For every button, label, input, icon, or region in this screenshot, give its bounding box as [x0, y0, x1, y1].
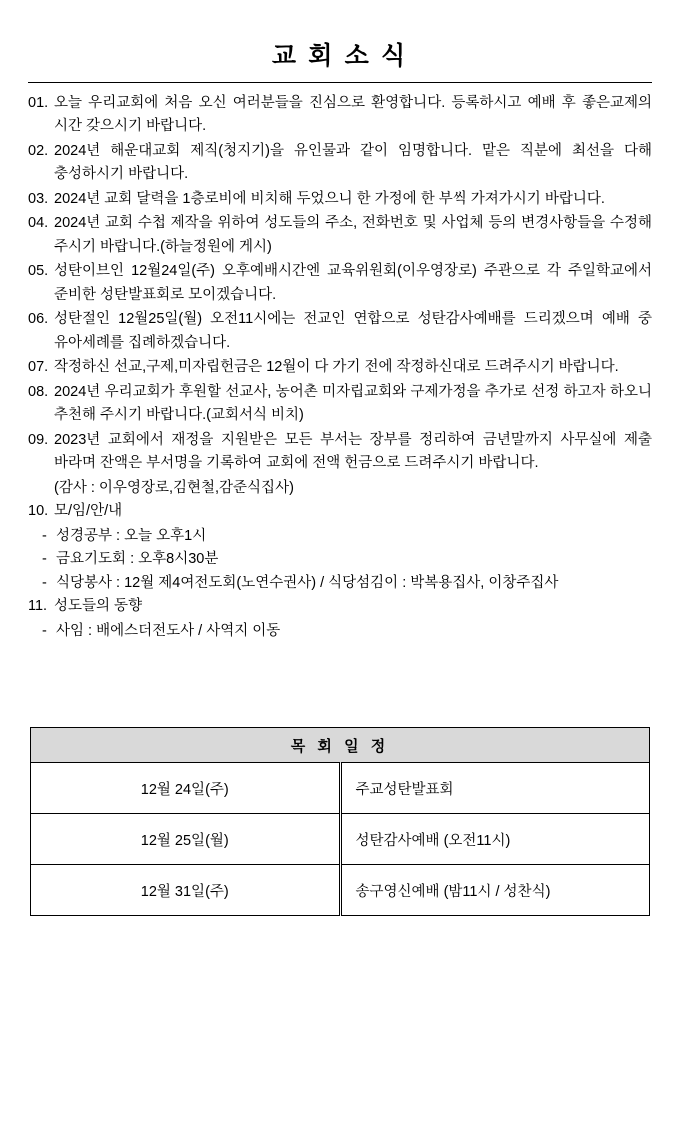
list-item-text: 2024년 교회 수첩 제작을 위하여 성도들의 주소, 전화번호 및 사업체 등의 변경사항들을 수정해 주시기 바랍니다.(하늘정원에 게시)	[54, 215, 652, 255]
section-spacer	[28, 643, 652, 727]
dash-icon: -	[42, 574, 47, 591]
list-item-text: 모/임/안/내	[54, 503, 123, 520]
list-item-number: 03.	[28, 190, 49, 207]
list-item-number: 11.	[28, 598, 48, 615]
list-item	[28, 595, 652, 618]
pastoral-schedule-table	[30, 727, 650, 916]
list-item-text: 오늘 우리교회에 처음 오신 여러분들을 진심으로 환영합니다. 등록하시고 예배 후 좋은교제의 시간 갖으시기 바랍니다.	[54, 95, 652, 135]
list-item-number: 07.	[28, 359, 49, 376]
sub-list-item-text: 금요기도회 : 오후8시30분	[56, 551, 219, 568]
sub-list-item	[42, 548, 652, 571]
list-item-text: 작정하신 선교,구제,미자립헌금은 12월이 다 가기 전에 작정하신대로 드려주시기 바랍니다.	[54, 359, 619, 376]
sub-list-item-text: 성경공부 : 오늘 오후1시	[56, 527, 207, 544]
table-row	[31, 865, 650, 916]
list-item	[28, 92, 652, 139]
list-item-number: 01.	[28, 95, 49, 111]
list-item-number: 09.	[28, 431, 49, 448]
list-item	[28, 308, 652, 355]
sub-list-item-text: 식당봉사 : 12월 제4여전도회(노연수권사) / 식당섬김이 : 박복용집사, 이창주집사	[56, 574, 559, 591]
notice-list	[28, 92, 652, 643]
schedule-event: 주교성탄발표회	[340, 763, 650, 814]
sub-list-item-text: 사임 : 배에스더전도사 / 사역지 이동	[56, 622, 281, 639]
list-item	[28, 429, 652, 476]
list-item-number: 04.	[28, 215, 49, 232]
list-item	[28, 260, 652, 307]
table-header-row	[31, 728, 650, 763]
sub-list-item	[42, 620, 652, 643]
sub-list	[28, 525, 652, 595]
list-item-text: 2024년 해운대교회 제직(청지기)을 유인물과 같이 임명합니다. 맡은 직분에 최선을 다해 충성하시기 바랍니다.	[54, 142, 652, 183]
sub-list-item	[42, 572, 652, 595]
schedule-event: 송구영신예배 (밤11시 / 성찬식)	[340, 865, 650, 916]
church-bulletin-page	[0, 36, 680, 1123]
list-item-text: 2024년 우리교회가 후원할 선교사, 농어촌 미자립교회와 구제가정을 추가로 선정 하고자 하오니 추천해 주시기 바랍니다.(교회서식 비치)	[54, 383, 652, 424]
list-item-number: 10.	[28, 503, 49, 520]
schedule-event: 성탄감사예배 (오전11시)	[340, 814, 650, 865]
list-item-text: 성탄절인 12월25일(월) 오전11시에는 전교인 연합으로 성탄감사예배를 드리겠으며 예배 중 유아세례를 집례하겠습니다.	[54, 311, 652, 351]
page-title: 교 회 소 식	[271, 43, 409, 70]
table-row	[31, 763, 650, 814]
list-item-number: 05.	[28, 263, 49, 280]
table-row	[31, 814, 650, 865]
list-item-continuation-text: (감사 : 이우영장로,김현철,감준식집사)	[54, 479, 294, 496]
list-item	[28, 188, 652, 211]
title-divider	[28, 82, 652, 83]
list-item-text: 2023년 교회에서 재정을 지원받은 모든 부서는 장부를 정리하여 금년말까지 사무실에 제출 바라며 잔액은 부서명을 기록하여 교회에 전액 헌금으로 드려주시기 바랍니다.	[54, 431, 652, 472]
list-item-number: 08.	[28, 383, 49, 400]
list-item	[28, 381, 652, 428]
sub-list-item	[42, 525, 652, 548]
list-item	[28, 500, 652, 523]
list-item-number: 06.	[28, 311, 49, 328]
list-item-continuation	[28, 477, 652, 500]
dash-icon: -	[42, 551, 47, 568]
table-header-title: 목 회 일 정	[31, 728, 650, 763]
schedule-date: 12월 24일(주)	[31, 763, 341, 814]
list-item	[28, 356, 652, 379]
schedule-date: 12월 31일(주)	[31, 865, 341, 916]
list-item-text: 2024년 교회 달력을 1층로비에 비치해 두었으니 한 가정에 한 부씩 가져가시기 바랍니다.	[54, 190, 605, 207]
list-item	[28, 140, 652, 187]
list-item	[28, 212, 652, 259]
list-item-text: 성탄이브인 12월24일(주) 오후예배시간엔 교육위원회(이우영장로) 주관으로 각 주일학교에서 준비한 성탄발표회로 모이겠습니다.	[54, 263, 652, 303]
list-item-text: 성도들의 동향	[54, 598, 143, 615]
list-item-number: 02.	[28, 142, 49, 159]
dash-icon: -	[42, 622, 47, 639]
dash-icon: -	[42, 527, 47, 544]
sub-list	[28, 620, 652, 643]
schedule-date: 12월 25일(월)	[31, 814, 341, 865]
